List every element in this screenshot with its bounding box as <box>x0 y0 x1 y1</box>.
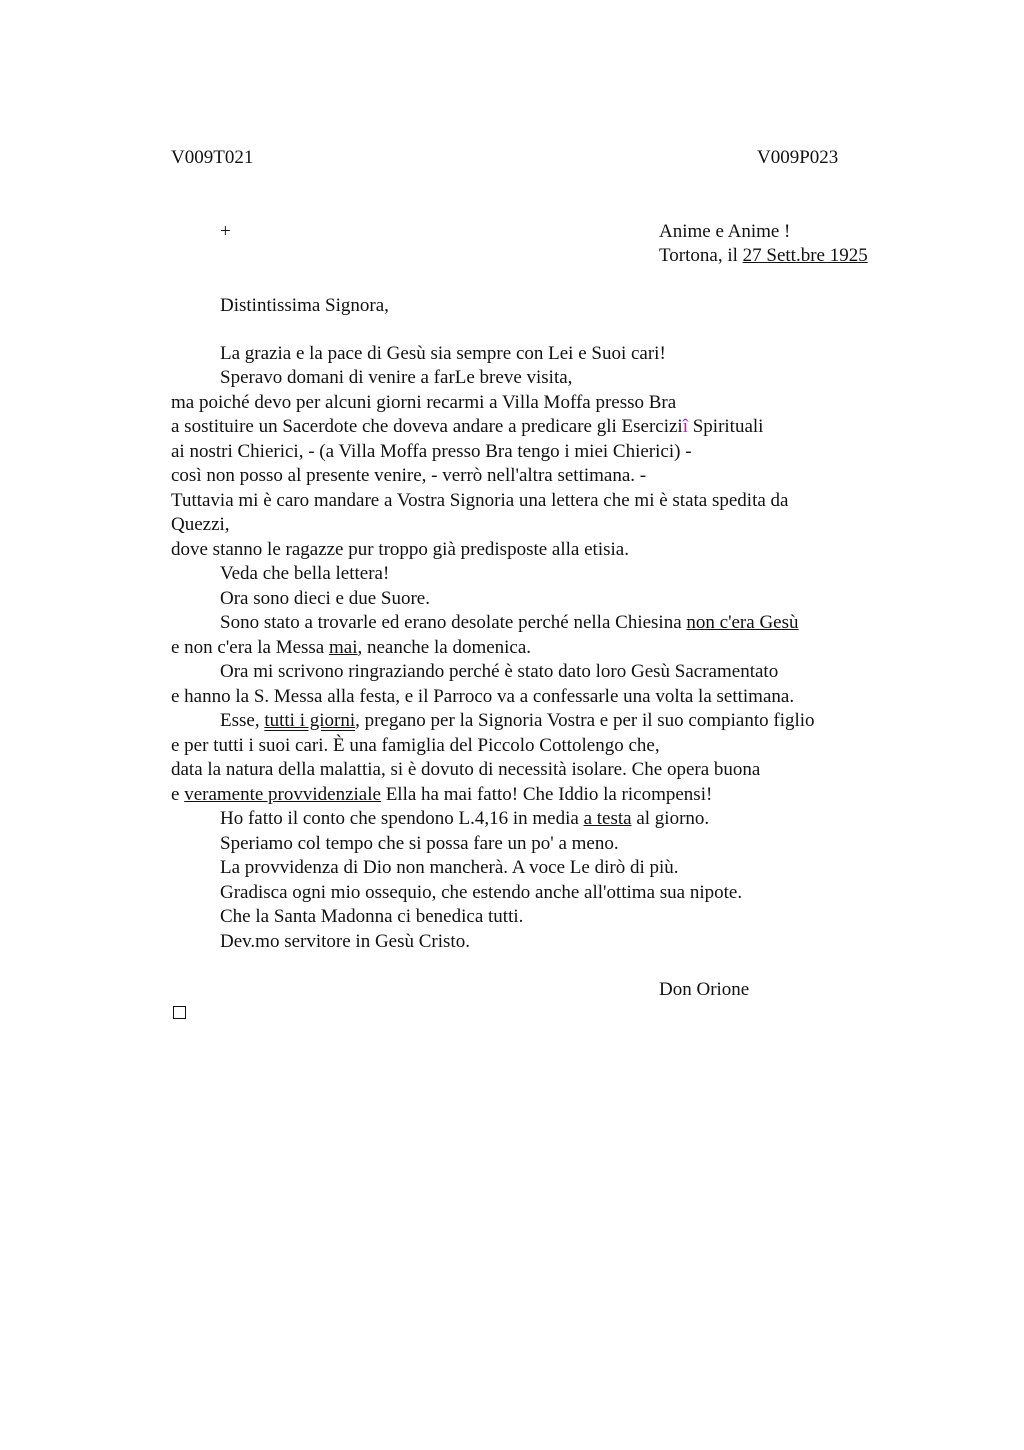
body-line <box>220 807 709 831</box>
underlined-text: a testa <box>583 808 632 829</box>
double-underlined-text: tutti i giorni <box>264 710 356 731</box>
body-line <box>220 611 799 635</box>
body-line: Che la Santa Madonna ci benedica tutti. <box>220 906 524 927</box>
header-right-code: V009P023 <box>757 147 839 168</box>
body-line <box>171 636 531 660</box>
body-line <box>171 783 712 807</box>
dateline <box>659 244 868 268</box>
signature: Don Orione <box>659 979 750 1000</box>
underlined-text: veramente provvidenziale <box>184 784 381 805</box>
underlined-text: mai <box>329 637 358 658</box>
text-run: Ho fatto il conto che spendono L.4,16 in media <box>220 808 584 829</box>
cross-mark: + <box>220 221 231 242</box>
dateline-date: 27 Sett.bre 1925 <box>742 245 868 266</box>
body-line: Speravo domani di venire a farLe breve visita, <box>220 367 573 388</box>
body-line: Dev.mo servitore in Gesù Cristo. <box>220 931 470 952</box>
salutation: Distintissima Signora, <box>220 295 389 316</box>
body-line <box>171 415 763 439</box>
underlined-text: non c'era Gesù <box>686 612 799 633</box>
dateline-prefix: Tortona, il <box>659 245 743 266</box>
body-line: Veda che bella lettera! <box>220 563 390 584</box>
body-line: Quezzi, <box>171 514 230 535</box>
text-run: Ella ha mai fatto! Che Iddio la ricompensi! <box>380 784 713 805</box>
text-run: , pregano per la Signoria Vostra e per il suo compianto figlio <box>355 710 815 731</box>
body-line: data la natura della malattia, si è dovuto di necessità isolare. Che opera buona <box>171 759 761 780</box>
body-line: Ora sono dieci e due Suore. <box>220 588 430 609</box>
text-run: a sostituire un Sacerdote che doveva andare a predicare gli Esercizi <box>171 416 683 437</box>
body-line: ai nostri Chierici, - (a Villa Moffa presso Bra tengo i miei Chierici) - <box>171 441 692 462</box>
body-line: Tuttavia mi è caro mandare a Vostra Signoria una lettera che mi è stata spedita da <box>171 490 789 511</box>
highlighted-char: î <box>682 416 688 437</box>
text-run: e non c'era la Messa <box>171 637 329 658</box>
text-run: Esse, <box>220 710 265 731</box>
header-left-code: V009T021 <box>171 147 254 168</box>
body-line: così non posso al presente venire, - verrò nell'altra settimana. - <box>171 465 647 486</box>
text-run: al giorno. <box>631 808 710 829</box>
body-line: Speriamo col tempo che si possa fare un po' a meno. <box>220 833 619 854</box>
text-run: Spirituali <box>687 416 764 437</box>
end-box-icon <box>173 1006 186 1019</box>
text-run: Sono stato a trovarle ed erano desolate perché nella Chiesina <box>220 612 687 633</box>
body-line: Ora mi scrivono ringraziando perché è stato dato loro Gesù Sacramentato <box>220 661 779 682</box>
body-line: dove stanno le ragazze pur troppo già predisposte alla etisia. <box>171 539 629 560</box>
text-run: e <box>171 784 185 805</box>
body-line <box>220 709 815 733</box>
body-line: e hanno la S. Messa alla festa, e il Parroco va a confessarle una volta la settimana. <box>171 686 795 707</box>
motto: Anime e Anime ! <box>659 221 791 242</box>
body-line: La provvidenza di Dio non mancherà. A voce Le dirò di più. <box>220 857 679 878</box>
body-line: Gradisca ogni mio ossequio, che estendo anche all'ottima sua nipote. <box>220 882 743 903</box>
text-run: , neanche la domenica. <box>357 637 532 658</box>
body-line: e per tutti i suoi cari. È una famiglia del Piccolo Cottolengo che, <box>171 735 660 756</box>
body-line: ma poiché devo per alcuni giorni recarmi a Villa Moffa presso Bra <box>171 392 677 413</box>
body-line: La grazia e la pace di Gesù sia sempre con Lei e Suoi cari! <box>220 343 666 364</box>
